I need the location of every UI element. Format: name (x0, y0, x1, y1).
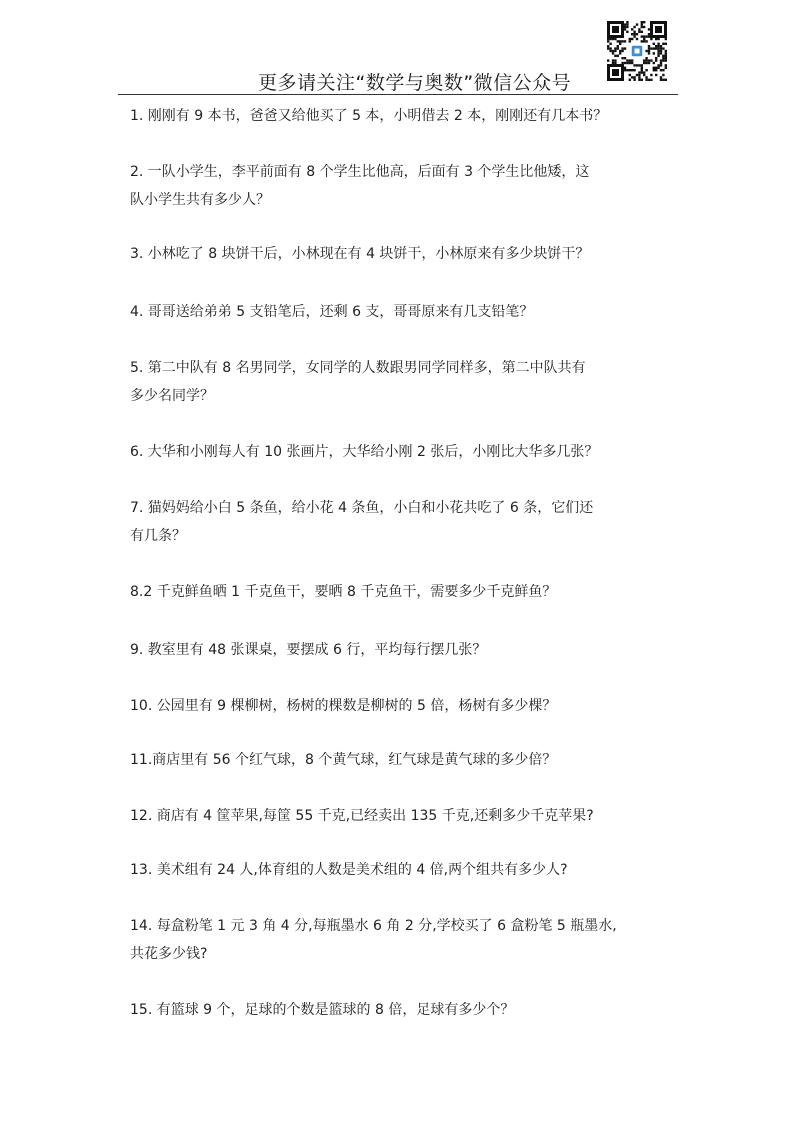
question-item (130, 158, 670, 214)
question-item (130, 240, 670, 268)
question-line: 8.2 千克鲜鱼晒 1 千克鱼干，要晒 8 千克鱼干，需要多少千克鲜鱼？ (130, 584, 557, 600)
question-line: 13. 美术组有 24 人,体育组的人数是美术组的 4 倍,两个组共有多少人? (130, 862, 568, 878)
question-item (130, 578, 670, 606)
question-line: 6. 大华和小刚每人有 10 张画片，大华给小刚 2 张后，小刚比大华多几张？ (130, 444, 599, 460)
question-item (130, 802, 670, 830)
question-item (130, 298, 670, 326)
question-item (130, 912, 670, 968)
question-item (130, 636, 670, 664)
question-line: 9. 教室里有 48 张课桌，要摆成 6 行，平均每行摆几张？ (130, 642, 487, 658)
question-line: 有几条？ (130, 528, 186, 544)
question-item (130, 996, 670, 1024)
question-item (130, 354, 670, 410)
question-line: 1. 刚刚有 9 本书，爸爸又给他买了 5 本，小明借去 2 本，刚刚还有几本书？ (130, 108, 608, 124)
question-line: 11.商店里有 56 个红气球，8 个黄气球，红气球是黄气球的多少倍？ (130, 752, 557, 768)
question-line: 7. 猫妈妈给小白 5 条鱼，给小花 4 条鱼，小白和小花共吃了 6 条，它们还 (130, 500, 594, 516)
qr-code-icon (606, 20, 668, 82)
question-line: 4. 哥哥送给弟弟 5 支铅笔后，还剩 6 支，哥哥原来有几支铅笔？ (130, 304, 534, 320)
question-item (130, 692, 670, 720)
question-line: 多少名同学？ (130, 388, 214, 404)
question-line: 14. 每盒粉笔 1 元 3 角 4 分,每瓶墨水 6 角 2 分,学校买了 6 盒粉笔 5 瓶墨水, (130, 918, 617, 934)
question-line: 15. 有篮球 9 个，足球的个数是篮球的 8 倍，足球有多少个？ (130, 1002, 515, 1018)
question-line: 共花多少钱? (130, 946, 208, 962)
header-divider (118, 94, 678, 95)
question-line: 5. 第二中队有 8 名男同学，女同学的人数跟男同学同样多，第二中队共有 (130, 360, 586, 376)
page-header (0, 0, 794, 100)
question-line: 2. 一队小学生，李平前面有 8 个学生比他高，后面有 3 个学生比他矮，这 (130, 164, 590, 180)
header-title: 更多请关注“数学与奥数”微信公众号 (258, 72, 572, 94)
question-item (130, 856, 670, 884)
question-item (130, 102, 670, 130)
question-line: 10. 公园里有 9 棵柳树，杨树的棵数是柳树的 5 倍，杨树有多少棵？ (130, 698, 557, 714)
question-item (130, 746, 670, 774)
question-line: 12. 商店有 4 筐苹果,每筐 55 千克,已经卖出 135 千克,还剩多少千克苹果? (130, 808, 594, 824)
question-item (130, 438, 670, 466)
question-line: 3. 小林吃了 8 块饼干后，小林现在有 4 块饼干，小林原来有多少块饼干？ (130, 246, 590, 262)
question-item (130, 494, 670, 550)
question-line: 队小学生共有多少人？ (130, 192, 270, 208)
